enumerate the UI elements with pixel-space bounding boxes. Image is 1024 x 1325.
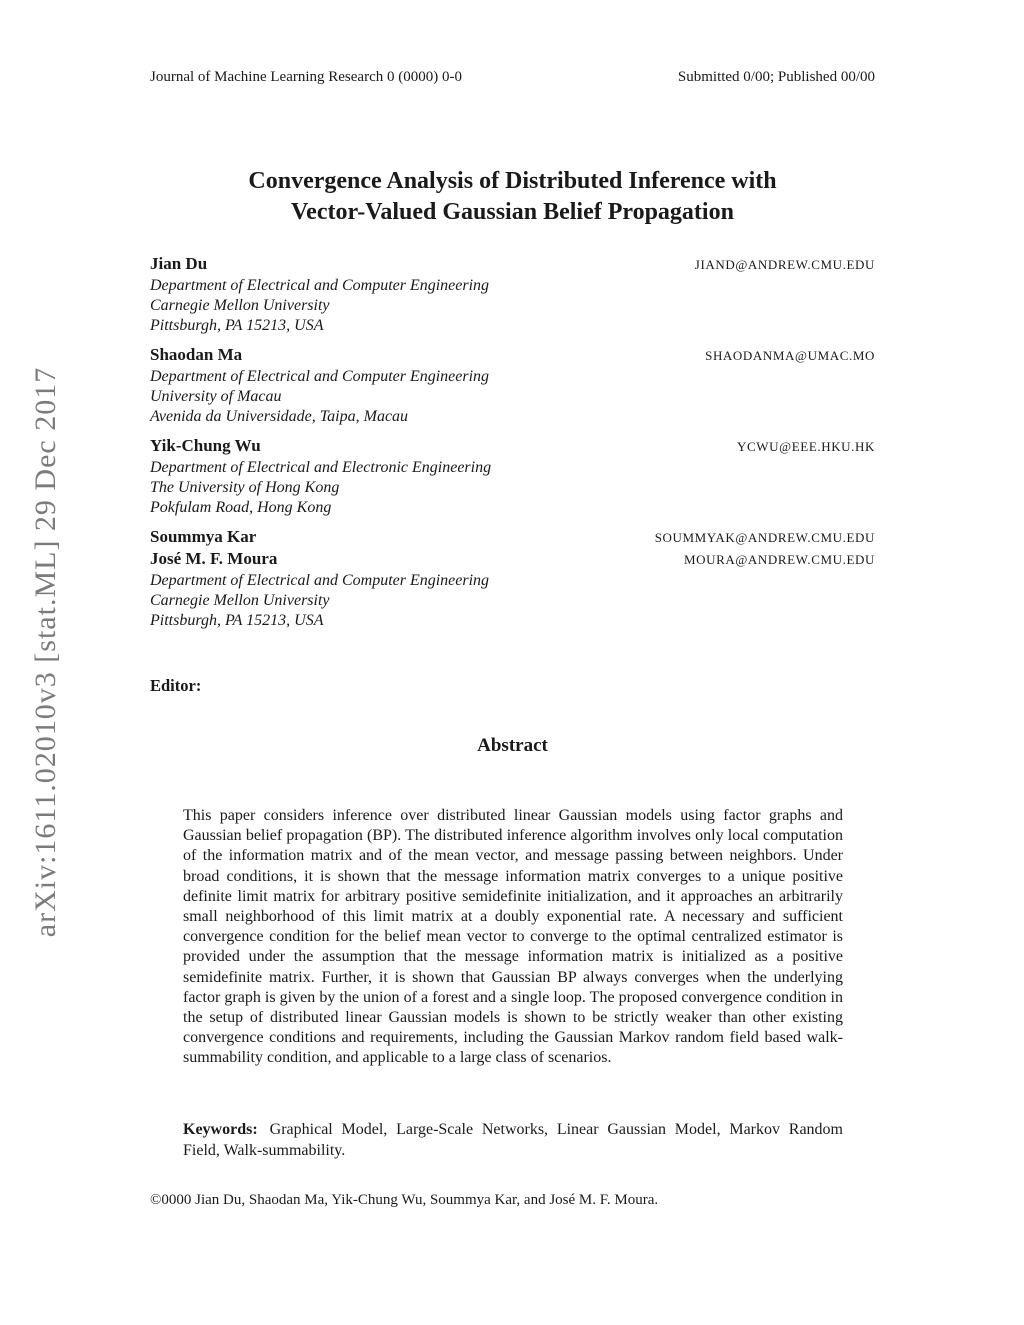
paper-title-line2: Vector-Valued Gaussian Belief Propagation [291,199,734,225]
author-row [150,549,875,571]
author-name: José M. F. Moura [150,549,278,568]
affiliation-line: Department of Electrical and Computer Engineering [150,277,490,294]
author-name: Shaodan Ma [150,345,243,364]
paper-page [150,0,875,1210]
author-group [150,527,875,631]
author-email: MOURA@ANDREW.CMU.EDU [683,552,875,567]
affiliation-line: Pokfulam Road, Hong Kong [150,499,332,516]
affiliation-line: Avenida da Universidade, Taipa, Macau [150,408,409,425]
paper-title-line1: Convergence Analysis of Distributed Inference with [248,168,777,194]
affiliation-line: Department of Electrical and Electronic Engineering [150,459,492,476]
affiliation-line: Carnegie Mellon University [150,297,330,314]
author-name: Yik-Chung Wu [150,436,261,455]
author-name: Jian Du [150,254,208,273]
author-row [150,254,875,276]
abstract-heading: Abstract [477,735,548,756]
author-email: JIAND@ANDREW.CMU.EDU [694,257,875,272]
author-email: SOUMMYAK@ANDREW.CMU.EDU [654,530,875,545]
affiliation-line: The University of Hong Kong [150,479,340,496]
submission-dates: Submitted 0/00; Published 00/00 [677,69,875,85]
author-group [150,345,875,427]
affiliation-line: University of Macau [150,388,282,405]
arxiv-stamp: arXiv:1611.02010v3 [stat.ML] 29 Dec 2017 [29,366,62,938]
affiliation-line: Pittsburgh, PA 15213, USA [150,612,324,629]
author-row [150,345,875,367]
affiliation-line: Carnegie Mellon University [150,592,330,609]
author-name: Soummya Kar [150,527,257,546]
author-group [150,436,875,518]
keywords-label: Keywords: [183,1120,258,1138]
keywords-text: Graphical Model, Large-Scale Networks, Linear Gaussian Model, Markov Random Field, Walk-summability. [183,1120,843,1159]
author-row [150,527,875,549]
paper-title [150,166,875,228]
editor-label: Editor: [150,676,202,695]
affiliation-line: Department of Electrical and Computer Engineering [150,368,490,385]
running-header [150,68,875,86]
copyright-notice: ©0000 Jian Du, Shaodan Ma, Yik-Chung Wu, Soummya Kar, and José M. F. Moura. [150,1191,659,1208]
author-group [150,254,875,336]
author-list [150,254,875,631]
keywords-block [183,1119,843,1161]
affiliation-line: Department of Electrical and Computer Engineering [150,572,490,589]
journal-reference: Journal of Machine Learning Research 0 (0000) 0-0 [150,69,462,85]
affiliation-line: Pittsburgh, PA 15213, USA [150,317,324,334]
author-row [150,436,875,458]
abstract-text: This paper considers inference over distributed linear Gaussian models using factor graphs and Gaussian belief propagation (BP). The distributed inference algorithm involves only local computation of the information matrix and of the mean vector, and message passing between neighbors. Under broad conditions, it is shown that the message information matrix converges to a unique positive definite limit matrix for arbitrary positive semidefinite initialization, and it approaches an arbitrarily small neighborhood of this limit matrix at a doubly exponential rate. A necessary and sufficient convergence condition for the belief mean vector to converge to the optimal centralized estimator is provided under the assumption that the message information matrix is initialized as a positive semidefinite matrix. Further, it is shown that Gaussian BP always converges when the underlying factor graph is given by the union of a forest and a single loop. The proposed convergence condition in the setup of distributed linear Gaussian models is shown to be strictly weaker than other existing convergence conditions and requirements, including the Gaussian Markov random field based walk-summability condition, and applicable to a large class of scenarios. [183,807,843,1067]
author-email: YCWU@EEE.HKU.HK [737,439,875,454]
author-email: SHAODANMA@UMAC.MO [705,348,875,363]
